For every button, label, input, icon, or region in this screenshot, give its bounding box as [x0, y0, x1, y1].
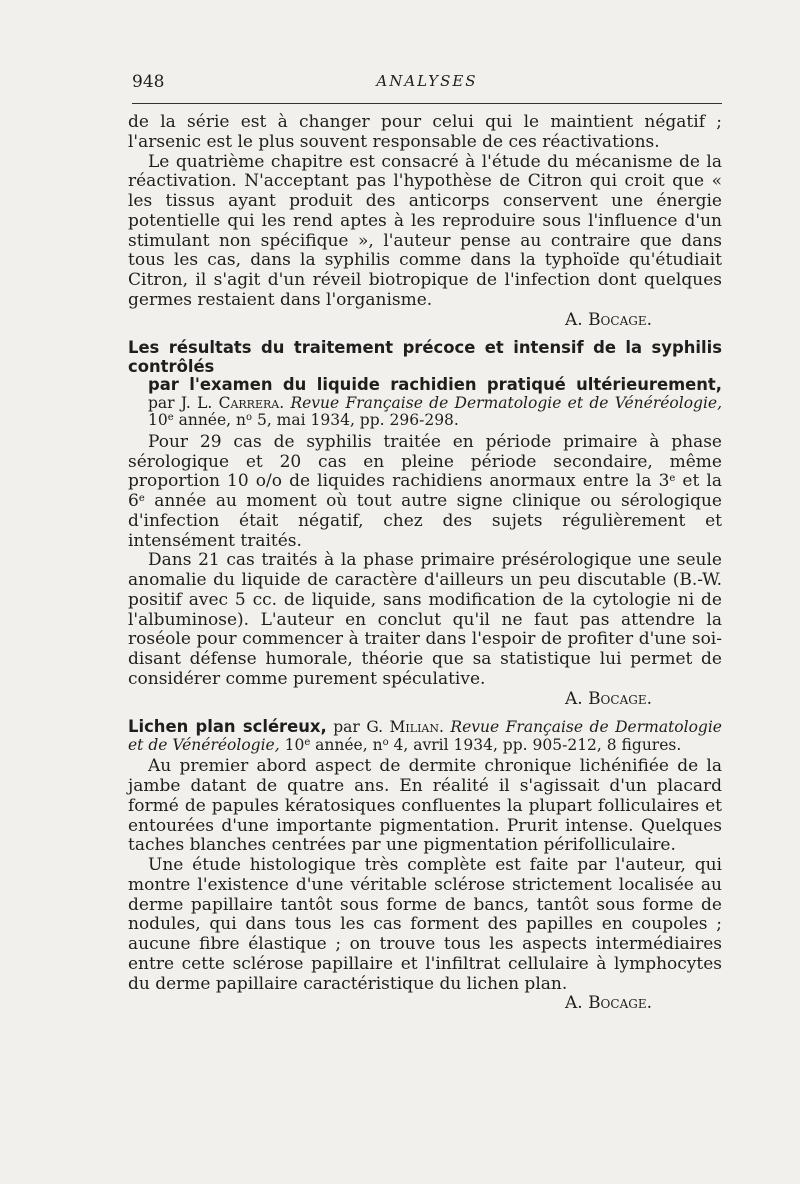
- article2-issue-prefix: n: [236, 411, 246, 430]
- article1-paragraph: Le quatrième chapitre est consacré à l'étude du mécanisme de la réactivation. N'acceptant pas l'hypothèse de Citron qui croit que « les tissus ayant produit des anticorps conservent une énergie potentielle qui les rend aptes à les reproduire sous l'influence d'un stimulant non spécifique », l'auteur pense au contraire que dans tous les cas, dans la syphilis comme dans la typhoïde qu'étudiait Citron, il s'agit d'un réveil biotropique de l'infection dont quelques germes restaient dans l'organisme.: [128, 151, 722, 310]
- article3-paragraph2: Une étude histologique très complète est faite par l'auteur, qui montre l'existence d'une véritable sclérose strictement localisée au derme papillaire tantôt sous forme de bancs, tantôt sous forme de nodules, qui dans tous les cas forment des papilles en coupoles ; aucune fibre élastique ; on trouve tous les aspects intermédiaires entre cette sclérose papillaire et l'infiltrat cellulaire à lymphocytes du derme papillaire caractéristique du lichen plan.: [128, 855, 722, 994]
- article2-para1-b: et la 6: [128, 471, 722, 511]
- article2-by: par: [148, 393, 175, 412]
- article3-journal: Revue Française de Dermatologie et de Vénéréologie,: [128, 718, 722, 754]
- article3-edition-sup: e: [304, 736, 311, 748]
- article3-title: Lichen plan scléreux,: [128, 717, 327, 737]
- running-title: ANALYSES: [376, 72, 478, 90]
- page-number: 948: [132, 72, 165, 92]
- article2-journal: Revue Française de Dermatologie et de Vénéréologie,: [290, 393, 723, 412]
- article1-signature: A. Bocage.: [564, 309, 652, 330]
- article3-signature: A. Bocage.: [564, 993, 652, 1014]
- article3-paragraph1: Au premier abord aspect de dermite chronique lichénifiée de la jambe datant de quatre ans. En réalité il s'agissait d'un placard formé de papules kératosiques confluentes la plupart folliculaires et entourées d'une importante pigmentation. Prurit intense. Quelques taches blanches centrées par une pigmentation périfolliculaire.: [128, 756, 722, 856]
- article2-title-line1: Les résultats du traitement précoce et intensif de la syphilis contrôlés: [128, 338, 722, 376]
- article2-ordinal-sup-1: e: [669, 473, 676, 485]
- header-rule: [132, 103, 722, 104]
- article2-edition-num: 10: [148, 411, 168, 430]
- article2-issue-sup: o: [246, 412, 253, 424]
- article2-paragraph2: Dans 21 cas traités à la phase primaire présérologique une seule anomalie du liquide de caractère d'ailleurs un peu discutable (B.-W. positif avec 5 cc. de liquide, sans modification de la cytologie ni de l'albuminose). L'auteur en conclut qu'il ne faut pas attendre la roséole pour commencer à traiter dans l'espoir de profiter d'une soi-disant défense humorale, théorie que sa statistique lui permet de considérer comme purement spéculative.: [128, 550, 722, 689]
- article2-para1-c: année au moment où tout autre signe clinique ou sérologique d'infection était négatif, chez des sujets régulièrement et intensément traités.: [128, 491, 722, 551]
- article3-issue-prefix: n: [372, 735, 383, 754]
- article3-author: G. Milian.: [366, 718, 444, 737]
- article2-edition-sup: e: [167, 412, 174, 424]
- article3-issue-sup: o: [382, 736, 389, 748]
- article2-citation-continued: [128, 376, 722, 430]
- article3-issue-rest: 4, avril 1934, pp. 905-212, 8 figures.: [393, 735, 682, 754]
- article1-continued-paragraph: de la série est à changer pour celui qui le maintient négatif ; l'arsenic est le plus souvent responsable de ces réactivations.: [128, 112, 722, 152]
- article2-issue-rest: 5, mai 1934, pp. 296-298.: [256, 411, 459, 430]
- article3-citation: [128, 718, 722, 754]
- article3-edition-num: 10: [284, 735, 305, 754]
- article3-by: par: [333, 718, 360, 737]
- article2-signature: A. Bocage.: [564, 688, 652, 709]
- article2-para1-a: Pour 29 cas de syphilis traitée en période primaire à phase sérologique et 20 cas en pleine période secondaire, même proportion 10 o/o de liquides rachidiens anormaux entre la 3: [128, 431, 722, 492]
- article3-edition-word: année,: [315, 735, 368, 754]
- article2-citation: [128, 339, 722, 430]
- article2-edition-word: année,: [178, 411, 232, 430]
- page-header: [132, 70, 722, 100]
- article2-author: J. L. Carrera.: [180, 393, 285, 412]
- page-body: [128, 113, 722, 1014]
- article2-ordinal-sup-2: e: [138, 493, 145, 504]
- article2-title-line2: par l'examen du liquide rachidien pratiqué ultérieurement,: [148, 375, 722, 395]
- article2-paragraph1: [128, 433, 722, 552]
